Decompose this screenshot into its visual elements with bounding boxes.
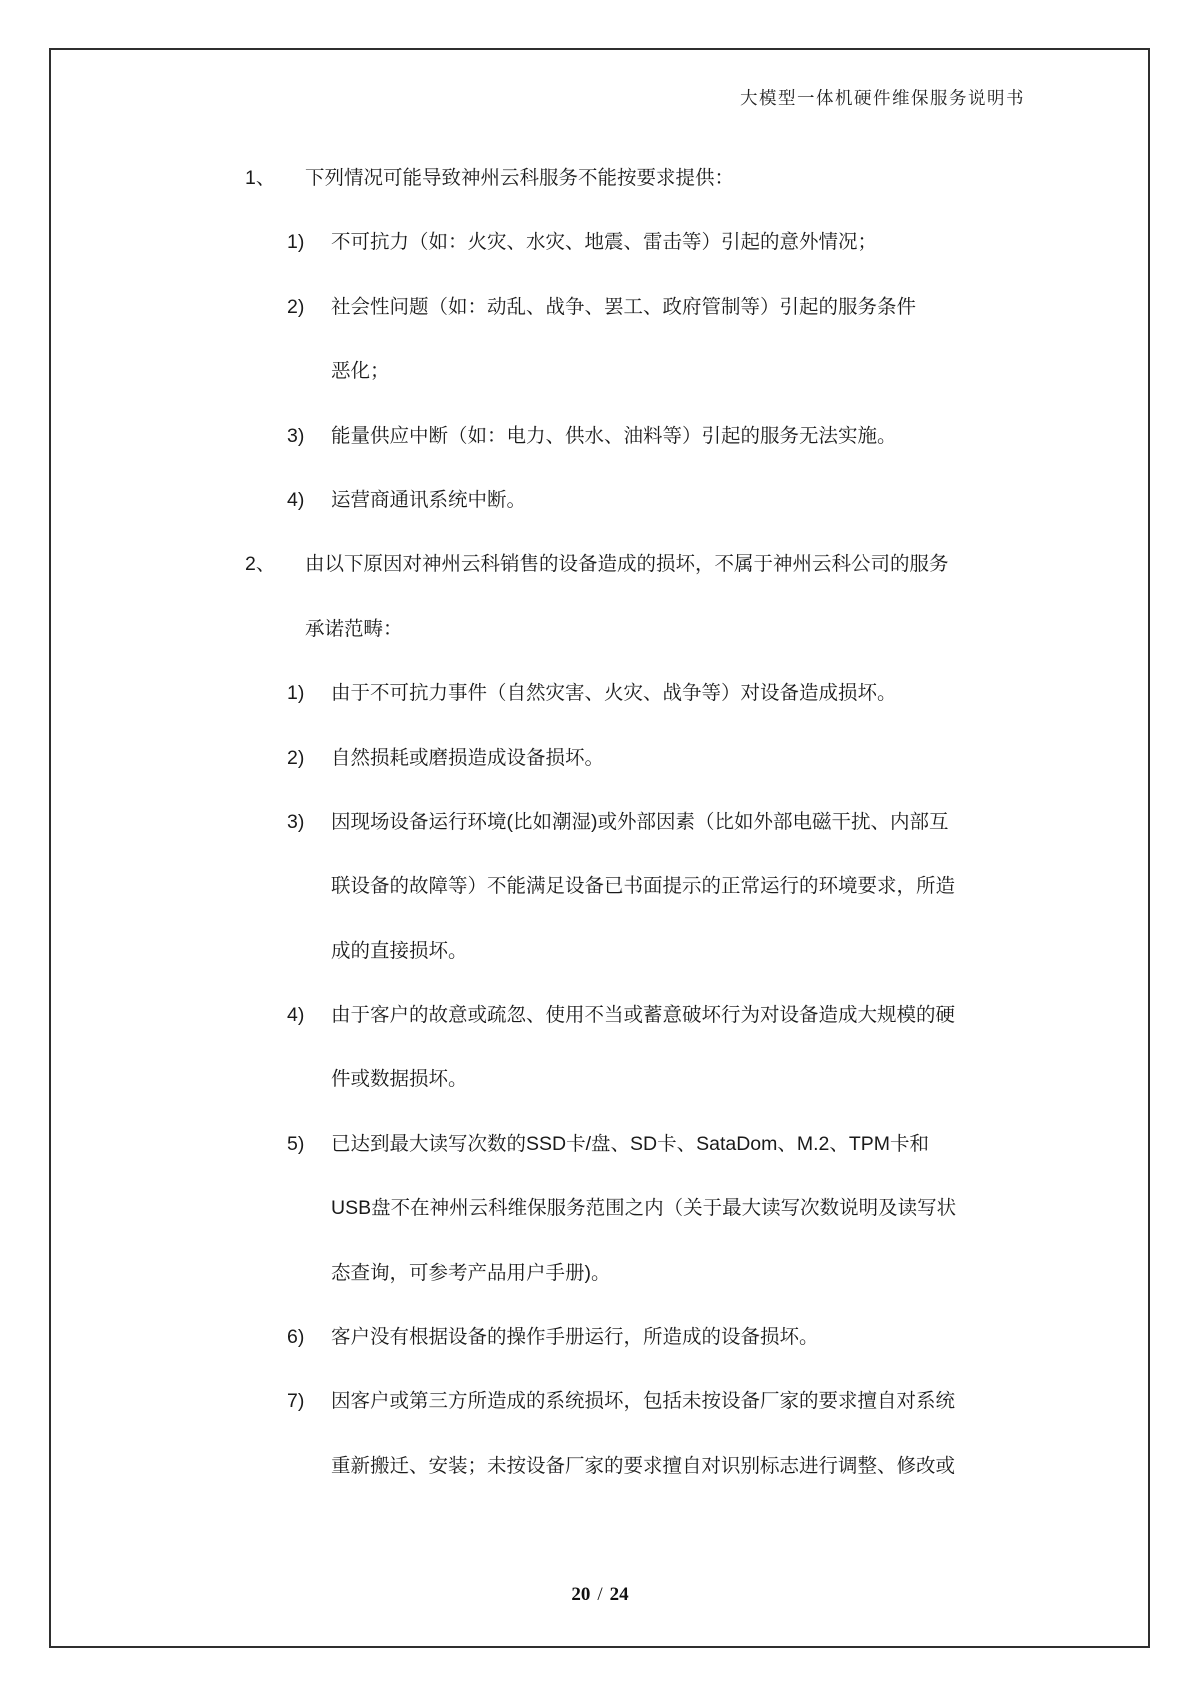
section-title: 承诺范畴： — [305, 617, 403, 640]
page-number: 20 — [571, 1584, 591, 1605]
item-text: USB盘不在神州云科维保服务范围之内（关于最大读写次数说明及读写状 — [331, 1197, 957, 1220]
section-1-heading — [0, 146, 1200, 210]
item-text: 已达到最大读写次数的SSD卡/盘、SD卡、SataDom、M.2、TPM卡和 — [331, 1132, 930, 1155]
document-body — [0, 146, 1200, 1498]
list-item-continuation — [0, 854, 1200, 918]
item-text: 由于客户的故意或疏忽、使用不当或蓄意破坏行为对设备造成大规模的硬 — [331, 1004, 956, 1027]
list-item-continuation — [0, 339, 1200, 403]
list-item-continuation — [0, 1047, 1200, 1111]
item-text: 不可抗力（如：火灾、水灾、地震、雷击等）引起的意外情况； — [331, 231, 878, 254]
section-number: 1、 — [245, 167, 276, 189]
item-text: 重新搬迁、安装；未按设备厂家的要求擅自对识别标志进行调整、修改或 — [331, 1454, 956, 1477]
item-number: 3) — [287, 810, 305, 833]
list-item-continuation — [0, 1176, 1200, 1240]
list-item — [0, 468, 1200, 532]
section-title: 由以下原因对神州云科销售的设备造成的损坏，不属于神州云科公司的服务 — [305, 553, 949, 576]
list-item — [0, 1369, 1200, 1433]
list-item-continuation — [0, 1434, 1200, 1498]
running-header: 大模型一体机硬件维保服务说明书 — [740, 88, 1025, 108]
list-item — [0, 404, 1200, 468]
item-number: 4) — [287, 1004, 305, 1027]
item-number: 3) — [287, 424, 305, 447]
item-text: 社会性问题（如：动乱、战争、罢工、政府管制等）引起的服务条件 — [331, 295, 917, 318]
section-2-heading — [0, 532, 1200, 596]
list-item — [0, 275, 1200, 339]
list-item — [0, 726, 1200, 790]
item-text: 态查询，可参考产品用户手册)。 — [331, 1261, 611, 1284]
list-item — [0, 1112, 1200, 1176]
item-number: 6) — [287, 1326, 305, 1349]
section-2-heading-continuation — [0, 597, 1200, 661]
section-number: 2、 — [245, 553, 276, 576]
list-item — [0, 1305, 1200, 1369]
item-text: 件或数据损坏。 — [331, 1068, 468, 1091]
item-text: 能量供应中断（如：电力、供水、油料等）引起的服务无法实施。 — [331, 424, 897, 447]
item-number: 4) — [287, 488, 305, 511]
page-total: 24 — [609, 1584, 629, 1605]
section-title: 下列情况可能导致神州云科服务不能按要求提供： — [305, 167, 735, 189]
item-text: 运营商通讯系统中断。 — [331, 488, 527, 511]
page-number-separator: / — [597, 1584, 603, 1605]
item-number: 7) — [287, 1390, 305, 1413]
list-item — [0, 983, 1200, 1047]
item-number: 2) — [287, 746, 305, 769]
item-number: 1) — [287, 231, 305, 254]
list-item-continuation — [0, 1241, 1200, 1305]
item-number: 5) — [287, 1132, 305, 1155]
list-item — [0, 790, 1200, 854]
item-text: 由于不可抗力事件（自然灾害、火灾、战争等）对设备造成损坏。 — [331, 682, 897, 705]
list-item — [0, 210, 1200, 274]
item-text: 成的直接损坏。 — [331, 939, 468, 962]
item-text: 客户没有根据设备的操作手册运行，所造成的设备损坏。 — [331, 1326, 819, 1349]
item-text: 因客户或第三方所造成的系统损坏，包括未按设备厂家的要求擅自对系统 — [331, 1390, 956, 1413]
item-number: 1) — [287, 682, 305, 705]
item-text: 恶化； — [331, 360, 390, 383]
list-item-continuation — [0, 919, 1200, 983]
page-footer — [0, 1584, 1200, 1606]
list-item — [0, 661, 1200, 725]
item-number: 2) — [287, 295, 305, 318]
item-text: 自然损耗或磨损造成设备损坏。 — [331, 746, 605, 769]
item-text: 联设备的故障等）不能满足设备已书面提示的正常运行的环境要求，所造 — [331, 875, 956, 898]
item-text: 因现场设备运行环境(比如潮湿)或外部因素（比如外部电磁干扰、内部互 — [331, 810, 949, 833]
